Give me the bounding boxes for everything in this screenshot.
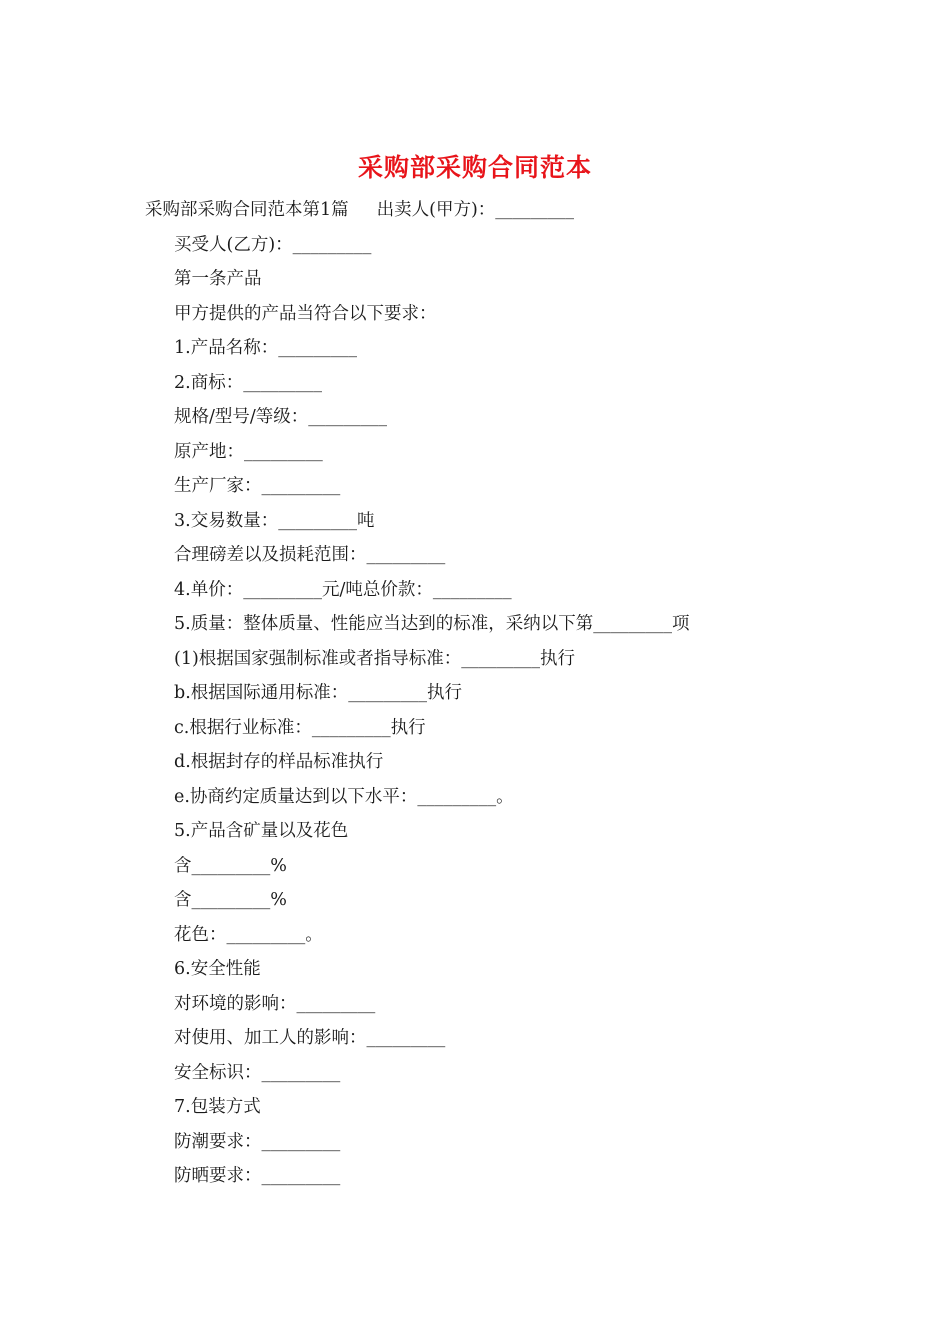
contract-line: 规格/型号/等级：_________ <box>174 407 388 427</box>
contract-line: 安全标识：_________ <box>174 1063 341 1083</box>
contract-line: 防晒要求：_________ <box>174 1166 341 1186</box>
contract-line: 甲方提供的产品当符合以下要求： <box>174 304 437 324</box>
seller-field: 出卖人(甲方)：_________ <box>376 200 575 220</box>
contract-line: 对环境的影响：_________ <box>174 994 376 1014</box>
contract-line: 2.商标：_________ <box>174 373 322 393</box>
contract-line: 防潮要求：_________ <box>174 1132 341 1152</box>
contract-line: e.协商约定质量达到以下水平：_________。 <box>174 787 514 807</box>
contract-intro-line <box>145 195 574 225</box>
contract-heading-text: 采购部采购合同范本第1篇 <box>145 200 349 220</box>
contract-line: (1)根据国家强制标准或者指导标准：_________执行 <box>174 649 576 669</box>
contract-line: 1.产品名称：_________ <box>174 338 357 358</box>
contract-line: 含_________% <box>174 890 287 910</box>
contract-line: 买受人(乙方)：_________ <box>174 235 372 255</box>
contract-line: 花色：_________。 <box>174 925 323 945</box>
contract-line: 含_________% <box>174 856 287 876</box>
contract-line: c.根据行业标准：_________执行 <box>174 718 426 738</box>
contract-line: 合理磅差以及损耗范围：_________ <box>174 545 446 565</box>
contract-line: 7.包装方式 <box>174 1097 261 1117</box>
contract-line: 5.质量：整体质量、性能应当达到的标准，采纳以下第_________项 <box>174 614 690 634</box>
contract-line: b.根据国际通用标准：_________执行 <box>174 683 463 703</box>
contract-line: d.根据封存的样品标准执行 <box>174 752 384 772</box>
contract-line: 4.单价：_________元/吨总价款：_________ <box>174 580 512 600</box>
contract-line: 5.产品含矿量以及花色 <box>174 821 349 841</box>
contract-line: 6.安全性能 <box>174 959 261 979</box>
contract-line: 对使用、加工人的影响：_________ <box>174 1028 446 1048</box>
contract-line: 第一条产品 <box>174 269 262 289</box>
contract-line: 生产厂家：_________ <box>174 476 341 496</box>
contract-line: 原产地：_________ <box>174 442 323 462</box>
contract-line: 3.交易数量：_________吨 <box>174 511 375 531</box>
document-title: 采购部采购合同范本 <box>357 153 592 182</box>
